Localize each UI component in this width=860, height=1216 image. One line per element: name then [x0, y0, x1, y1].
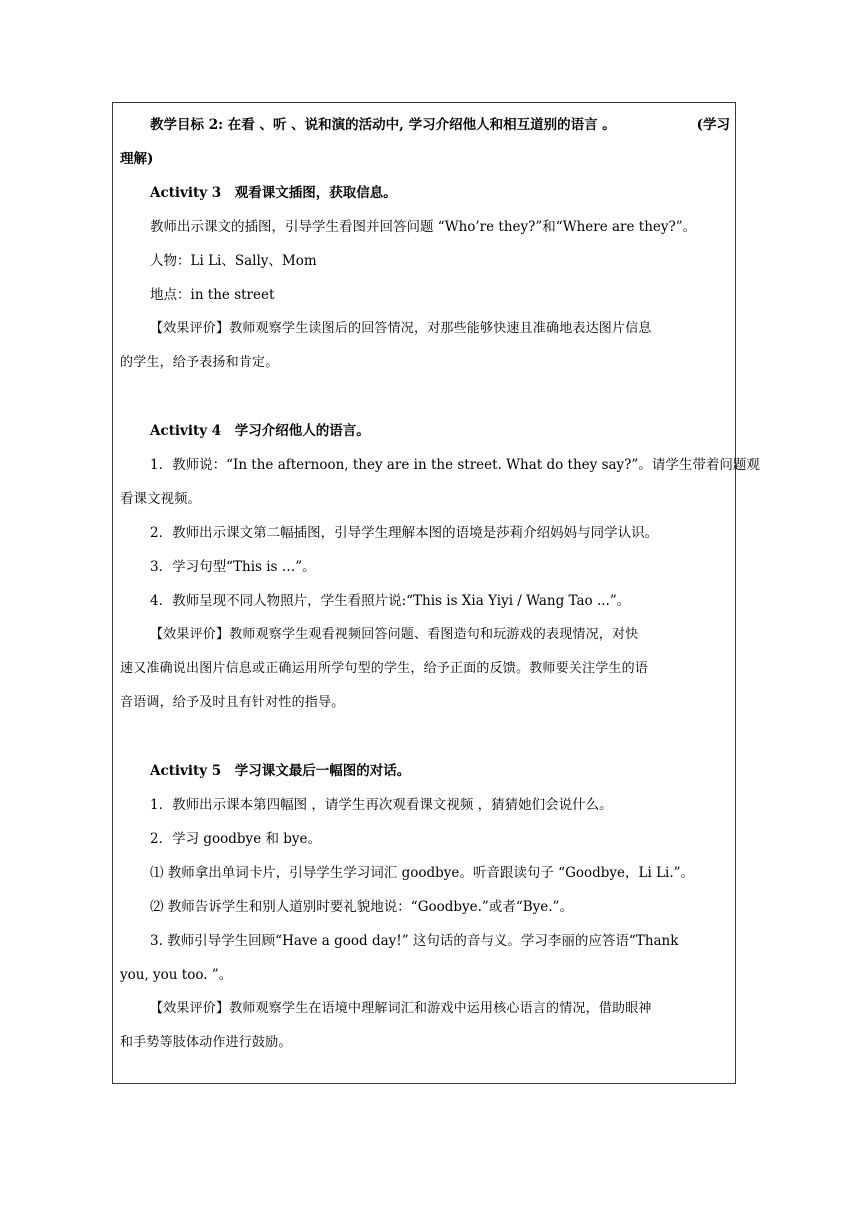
activity4-step-1-line-2: 看课文视频。 — [120, 491, 201, 507]
activity5-substep-2: ⑵ 教师告诉学生和别人道别时要礼貌地说：“Goodbye.”或者“Bye.”。 — [150, 899, 573, 915]
section-spacer — [120, 720, 730, 754]
activity3-paragraph-1: 教师出示课文的插图，引导学生看图并回答问题 “Who’re they?”和“Where are they?”。 — [150, 219, 697, 235]
activity3-title: Activity 3 观看课文插图，获取信息。 — [150, 185, 397, 201]
activity3-location: 地点：in the street — [150, 287, 275, 303]
activity5-evaluation-line-1: 【效果评价】教师观察学生在语境中理解词汇和游戏中运用核心语言的情况，借助眼神 — [150, 1001, 652, 1016]
activity4-evaluation-line-1: 【效果评价】教师观察学生观看视频回答问题、看图造句和玩游戏的表现情况，对快 — [150, 627, 639, 642]
activity4-evaluation-line-3: 音语调，给予及时且有针对性的指导。 — [120, 695, 345, 710]
activity5-step-2: 2．学习 goodbye 和 bye。 — [150, 831, 322, 847]
activity5-step-3-line-1: 3. 教师引导学生回顾“Have a good day!” 这句话的音与义。学习李丽的应答语“Thank — [150, 933, 679, 949]
activity3-evaluation-line-1: 【效果评价】教师观察学生读图后的回答情况，对那些能够快速且准确地表达图片信息 — [150, 321, 652, 336]
activity5-step-3-line-2: you, you too. ”。 — [120, 967, 233, 983]
activity3-evaluation-line-2: 的学生，给予表扬和肯定。 — [120, 355, 279, 370]
activity4-evaluation-line-2: 速又准确说出图片信息或正确运用所学句型的学生，给予正面的反馈。教师要关注学生的语 — [120, 661, 649, 676]
teaching-goal-tail: (学习 — [696, 117, 730, 133]
activity4-title: Activity 4 学习介绍他人的语言。 — [150, 423, 370, 439]
activity4-step-3: 3．学习句型“This is …”。 — [150, 559, 316, 575]
teaching-goal-text: 教学目标 2: 在看 、听 、说和演的活动中, 学习介绍他人和相互道别的语言 。 — [150, 117, 616, 133]
activity5-title: Activity 5 学习课文最后一幅图的对话。 — [150, 763, 411, 779]
activity3-characters: 人物：Li Li、Sally、Mom — [150, 253, 317, 269]
teaching-goal-continued: 理解) — [120, 151, 154, 167]
teaching-goal-heading — [120, 108, 730, 142]
activity4-step-1-line-1: 1．教师说：“In the afternoon, they are in the street. What do they say?”。请学生带着问题观 — [150, 457, 760, 473]
activity5-step-1: 1．教师出示课本第四幅图 ，请学生再次观看课文视频 ，猜猜她们会说什么。 — [150, 797, 613, 813]
activity5-evaluation-line-2: 和手势等肢体动作进行鼓励。 — [120, 1035, 292, 1050]
activity4-step-4: 4．教师呈现不同人物照片，学生看照片说:“This is Xia Yiyi / Wang Tao ...”。 — [150, 593, 631, 609]
lesson-plan-content — [120, 108, 760, 1060]
activity4-step-2: 2．教师出示课文第二幅插图，引导学生理解本图的语境是莎莉介绍妈妈与同学认识。 — [150, 525, 659, 541]
activity5-substep-1: ⑴ 教师拿出单词卡片，引导学生学习词汇 goodbye。听音跟读句子 “Goodbye，Li Li.”。 — [150, 865, 695, 881]
section-spacer — [120, 380, 730, 414]
